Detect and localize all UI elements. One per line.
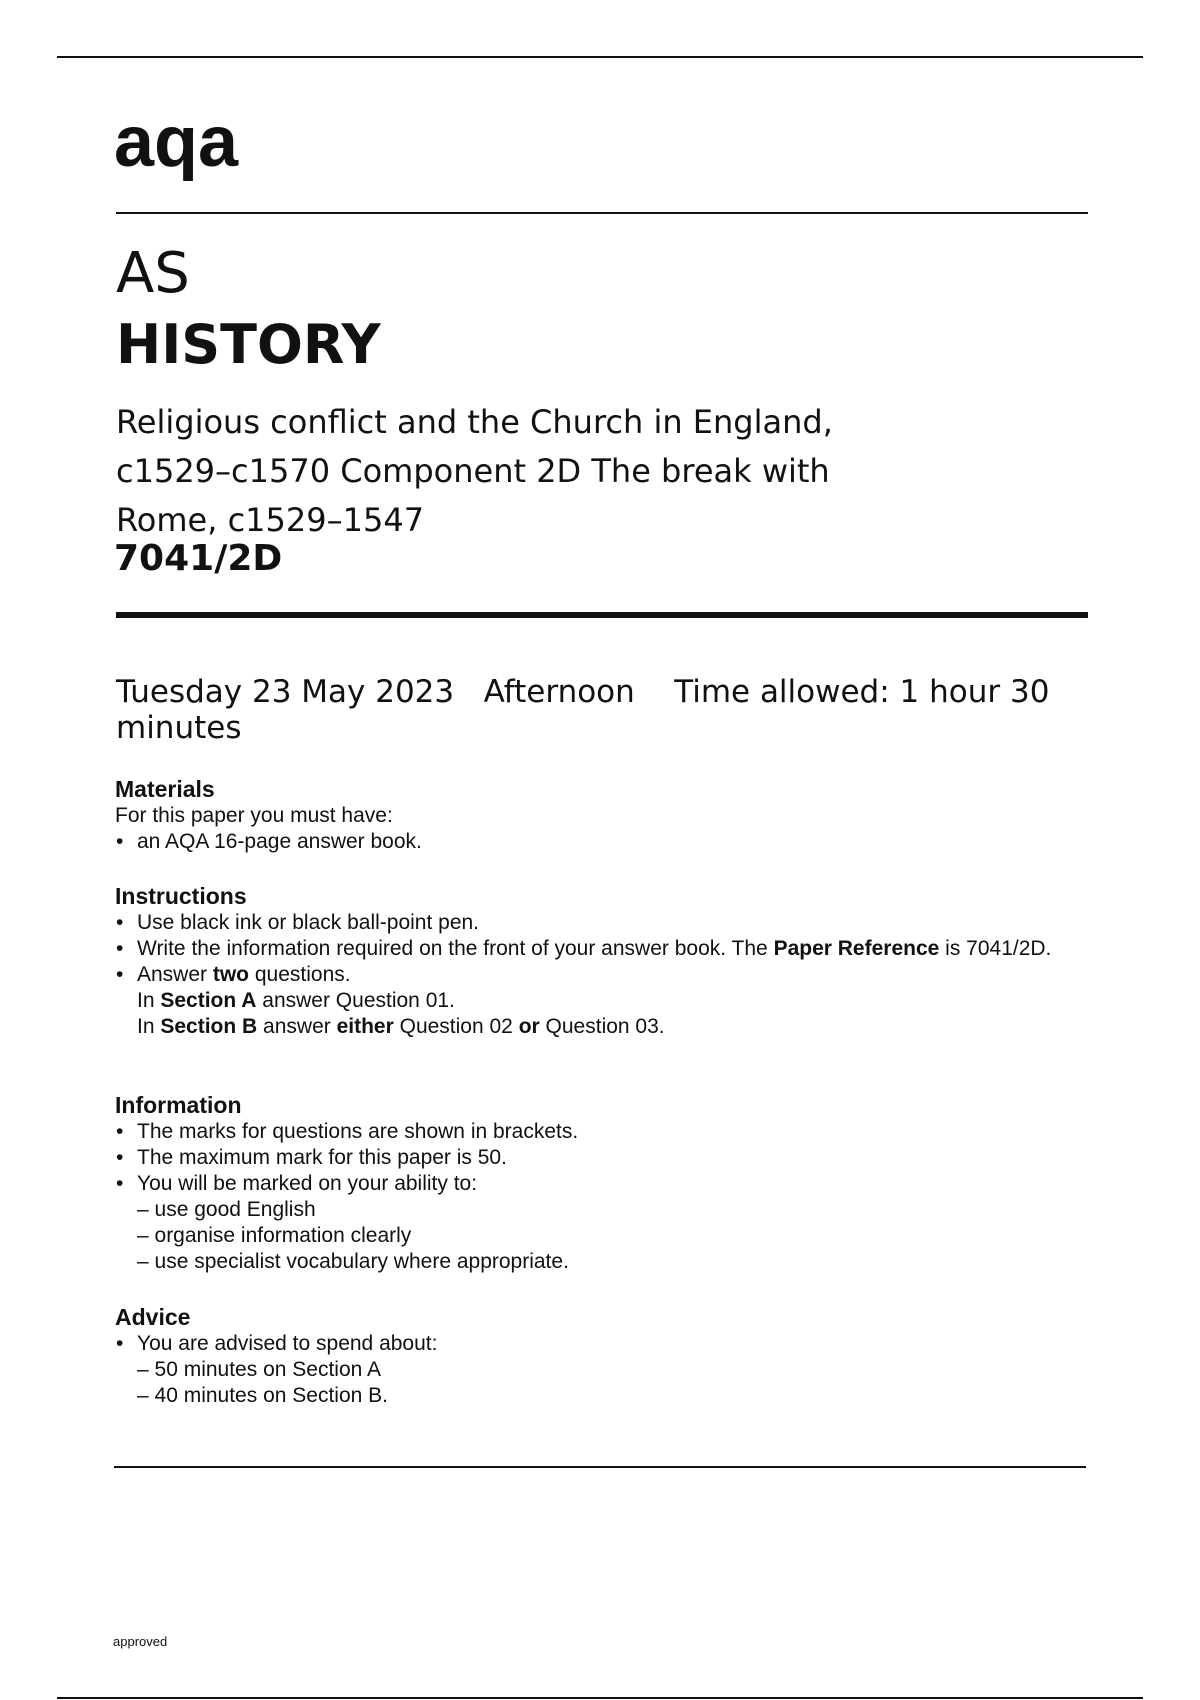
title-divider bbox=[116, 612, 1088, 618]
information-section bbox=[115, 1091, 1075, 1275]
advice-section bbox=[115, 1303, 1075, 1409]
list-item bbox=[115, 1331, 1075, 1409]
sub-item: – organise information clearly bbox=[137, 1224, 412, 1247]
instructions-section bbox=[115, 882, 1075, 1040]
sub-item: – 40 minutes on Section B. bbox=[137, 1384, 388, 1407]
list-item bbox=[115, 936, 1075, 962]
instruction-text: is 7041/2D. bbox=[939, 937, 1052, 960]
instruction-text: questions. bbox=[249, 963, 351, 986]
logo-divider bbox=[116, 212, 1088, 214]
sub-item: – use specialist vocabulary where appropriate. bbox=[137, 1250, 569, 1273]
exam-session: Afternoon bbox=[483, 674, 635, 710]
instruction-text: Answer bbox=[137, 963, 213, 986]
information-heading: Information bbox=[115, 1092, 242, 1118]
materials-intro: For this paper you must have: bbox=[115, 804, 393, 827]
list-item bbox=[115, 962, 1075, 1040]
section-a-line: In Section A answer Question 01. bbox=[137, 989, 455, 1012]
exam-date-line bbox=[116, 674, 1056, 746]
instruction-bold: two bbox=[212, 963, 250, 986]
qualification-level: AS bbox=[116, 241, 190, 306]
sub-item: – use good English bbox=[137, 1198, 316, 1221]
list-item: • an AQA 16-page answer book. bbox=[115, 829, 1075, 855]
bottom-divider bbox=[114, 1466, 1086, 1468]
aqa-logo: aqa bbox=[114, 102, 239, 182]
materials-section bbox=[115, 775, 1075, 855]
time-allowed: Time allowed: 1 hour 30 minutes bbox=[116, 674, 1050, 746]
paper-title: Religious conflict and the Church in England, c1529–c1570 Component 2D The break with Rome, c1529–1547 bbox=[116, 403, 833, 539]
instructions-heading: Instructions bbox=[115, 883, 247, 909]
top-rule bbox=[57, 56, 1143, 58]
advice-heading: Advice bbox=[115, 1304, 191, 1330]
footer-rule bbox=[57, 1697, 1143, 1699]
instruction-text: Write the information required on the front of your answer book. The bbox=[137, 937, 774, 960]
section-b-line: In Section B answer either Question 02 or Question 03. bbox=[137, 1015, 665, 1038]
subject-title: HISTORY bbox=[116, 313, 381, 376]
list-item bbox=[115, 1171, 1075, 1275]
paper-code: 7041/2D bbox=[114, 538, 283, 579]
list-item: • Use black ink or black ball-point pen. bbox=[115, 910, 1075, 936]
instruction-bold: Paper Reference bbox=[773, 937, 940, 960]
information-text: You will be marked on your ability to: bbox=[137, 1172, 478, 1195]
information-list bbox=[115, 1119, 1075, 1275]
instructions-list bbox=[115, 910, 1075, 1040]
list-item: • The marks for questions are shown in brackets. bbox=[115, 1119, 1075, 1145]
materials-heading: Materials bbox=[115, 776, 215, 802]
advice-list bbox=[115, 1331, 1075, 1409]
exam-date: Tuesday 23 May 2023 bbox=[116, 674, 455, 710]
advice-text: You are advised to spend about: bbox=[137, 1332, 438, 1355]
approved-note: approved bbox=[113, 1634, 168, 1649]
list-item: • The maximum mark for this paper is 50. bbox=[115, 1145, 1075, 1171]
sub-item: – 50 minutes on Section A bbox=[137, 1358, 381, 1381]
materials-list bbox=[115, 829, 1075, 855]
